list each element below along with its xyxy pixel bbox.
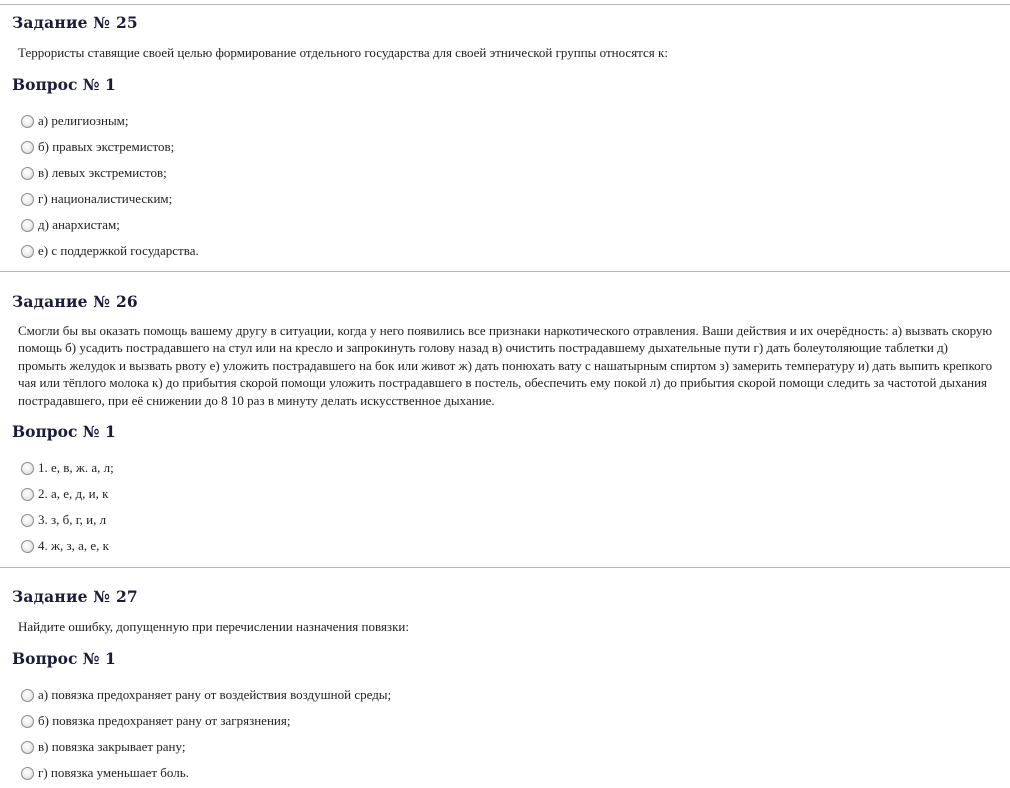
task-divider — [0, 271, 1010, 272]
question-text: Смогли бы вы оказать помощь вашему другу в ситуации, когда у него появились все признаки наркотического отравления. Ваши действия и их очерёдность: а) вызвать скорую помощь б) усадить пострадавшего на стул или на кресло и запрокинуть голову назад в) очистить пострадавшему дыхательные пути г) дать болеутоляющие таблетки д) промыть желудок и вызвать рвоту е) уложить пострадавшего на бок или живот ж) дать понюхать вату с нашатырным спиртом з) замерить температуру и) дать выпить крепкого чая или тёплого молока к) до прибытия скорой помощи уложить пострадавшего в постель, обеспечить ему покой л) до прибытия скорой помощи следить за частотой дыхания пострадавшего, при её снижении до 8 10 раз в минуту делать искусственное дыхание. — [18, 323, 993, 408]
question-text: Найдите ошибку, допущенную при перечислении назначения повязки: — [18, 619, 409, 634]
answer-option[interactable] — [21, 160, 199, 186]
answer-option[interactable] — [21, 507, 114, 533]
answer-option[interactable] — [21, 134, 199, 160]
answer-option[interactable] — [21, 533, 114, 559]
answer-option[interactable] — [21, 186, 199, 212]
answer-label[interactable]: а) повязка предохраняет рану от воздействия воздушной среды; — [38, 687, 392, 702]
answer-label[interactable]: 4. ж, з, а, е, к — [38, 538, 109, 553]
answer-label[interactable]: в) повязка закрывает рану; — [38, 739, 186, 754]
question-heading: Вопрос № 1 — [12, 75, 116, 94]
answer-option[interactable] — [21, 108, 199, 134]
top-divider — [0, 4, 1010, 5]
answer-options — [21, 455, 114, 559]
radio-button[interactable] — [21, 741, 34, 754]
radio-button[interactable] — [21, 689, 34, 702]
answer-label[interactable]: д) анархистам; — [38, 217, 120, 232]
radio-button[interactable] — [21, 540, 34, 553]
task-title: Задание № 25 — [12, 13, 138, 32]
answer-label[interactable]: 2. а, е, д, и, к — [38, 486, 109, 501]
task-title: Задание № 27 — [12, 587, 138, 606]
radio-button[interactable] — [21, 115, 34, 128]
radio-button[interactable] — [21, 488, 34, 501]
question-text: Террористы ставящие своей целью формирование отдельного государства для своей этнической группы относятся к: — [18, 45, 668, 60]
answer-option[interactable] — [21, 238, 199, 264]
radio-button[interactable] — [21, 219, 34, 232]
answer-label[interactable]: б) правых экстремистов; — [38, 139, 175, 154]
answer-options — [21, 108, 199, 264]
answer-option[interactable] — [21, 760, 391, 786]
answer-label[interactable]: в) левых экстремистов; — [38, 165, 167, 180]
answer-option[interactable] — [21, 455, 114, 481]
answer-option[interactable] — [21, 481, 114, 507]
answer-label[interactable]: а) религиозным; — [38, 113, 129, 128]
task-title: Задание № 26 — [12, 292, 138, 311]
question-heading: Вопрос № 1 — [12, 422, 116, 441]
answer-label[interactable]: г) повязка уменьшает боль. — [38, 765, 189, 780]
answer-label[interactable]: е) с поддержкой государства. — [38, 243, 199, 258]
radio-button[interactable] — [21, 514, 34, 527]
radio-button[interactable] — [21, 462, 34, 475]
answer-option[interactable] — [21, 708, 391, 734]
radio-button[interactable] — [21, 167, 34, 180]
radio-button[interactable] — [21, 715, 34, 728]
radio-button[interactable] — [21, 245, 34, 258]
radio-button[interactable] — [21, 193, 34, 206]
answer-label[interactable]: г) националистическим; — [38, 191, 173, 206]
answer-option[interactable] — [21, 734, 391, 760]
radio-button[interactable] — [21, 767, 34, 780]
question-heading: Вопрос № 1 — [12, 649, 116, 668]
answer-label[interactable]: б) повязка предохраняет рану от загрязнения; — [38, 713, 291, 728]
radio-button[interactable] — [21, 141, 34, 154]
answer-label[interactable]: 1. е, в, ж. а, л; — [38, 460, 114, 475]
answer-option[interactable] — [21, 682, 391, 708]
answer-option[interactable] — [21, 212, 199, 238]
answer-options — [21, 682, 391, 786]
answer-label[interactable]: 3. з, б, г, и, л — [38, 512, 107, 527]
task-divider — [0, 567, 1010, 568]
